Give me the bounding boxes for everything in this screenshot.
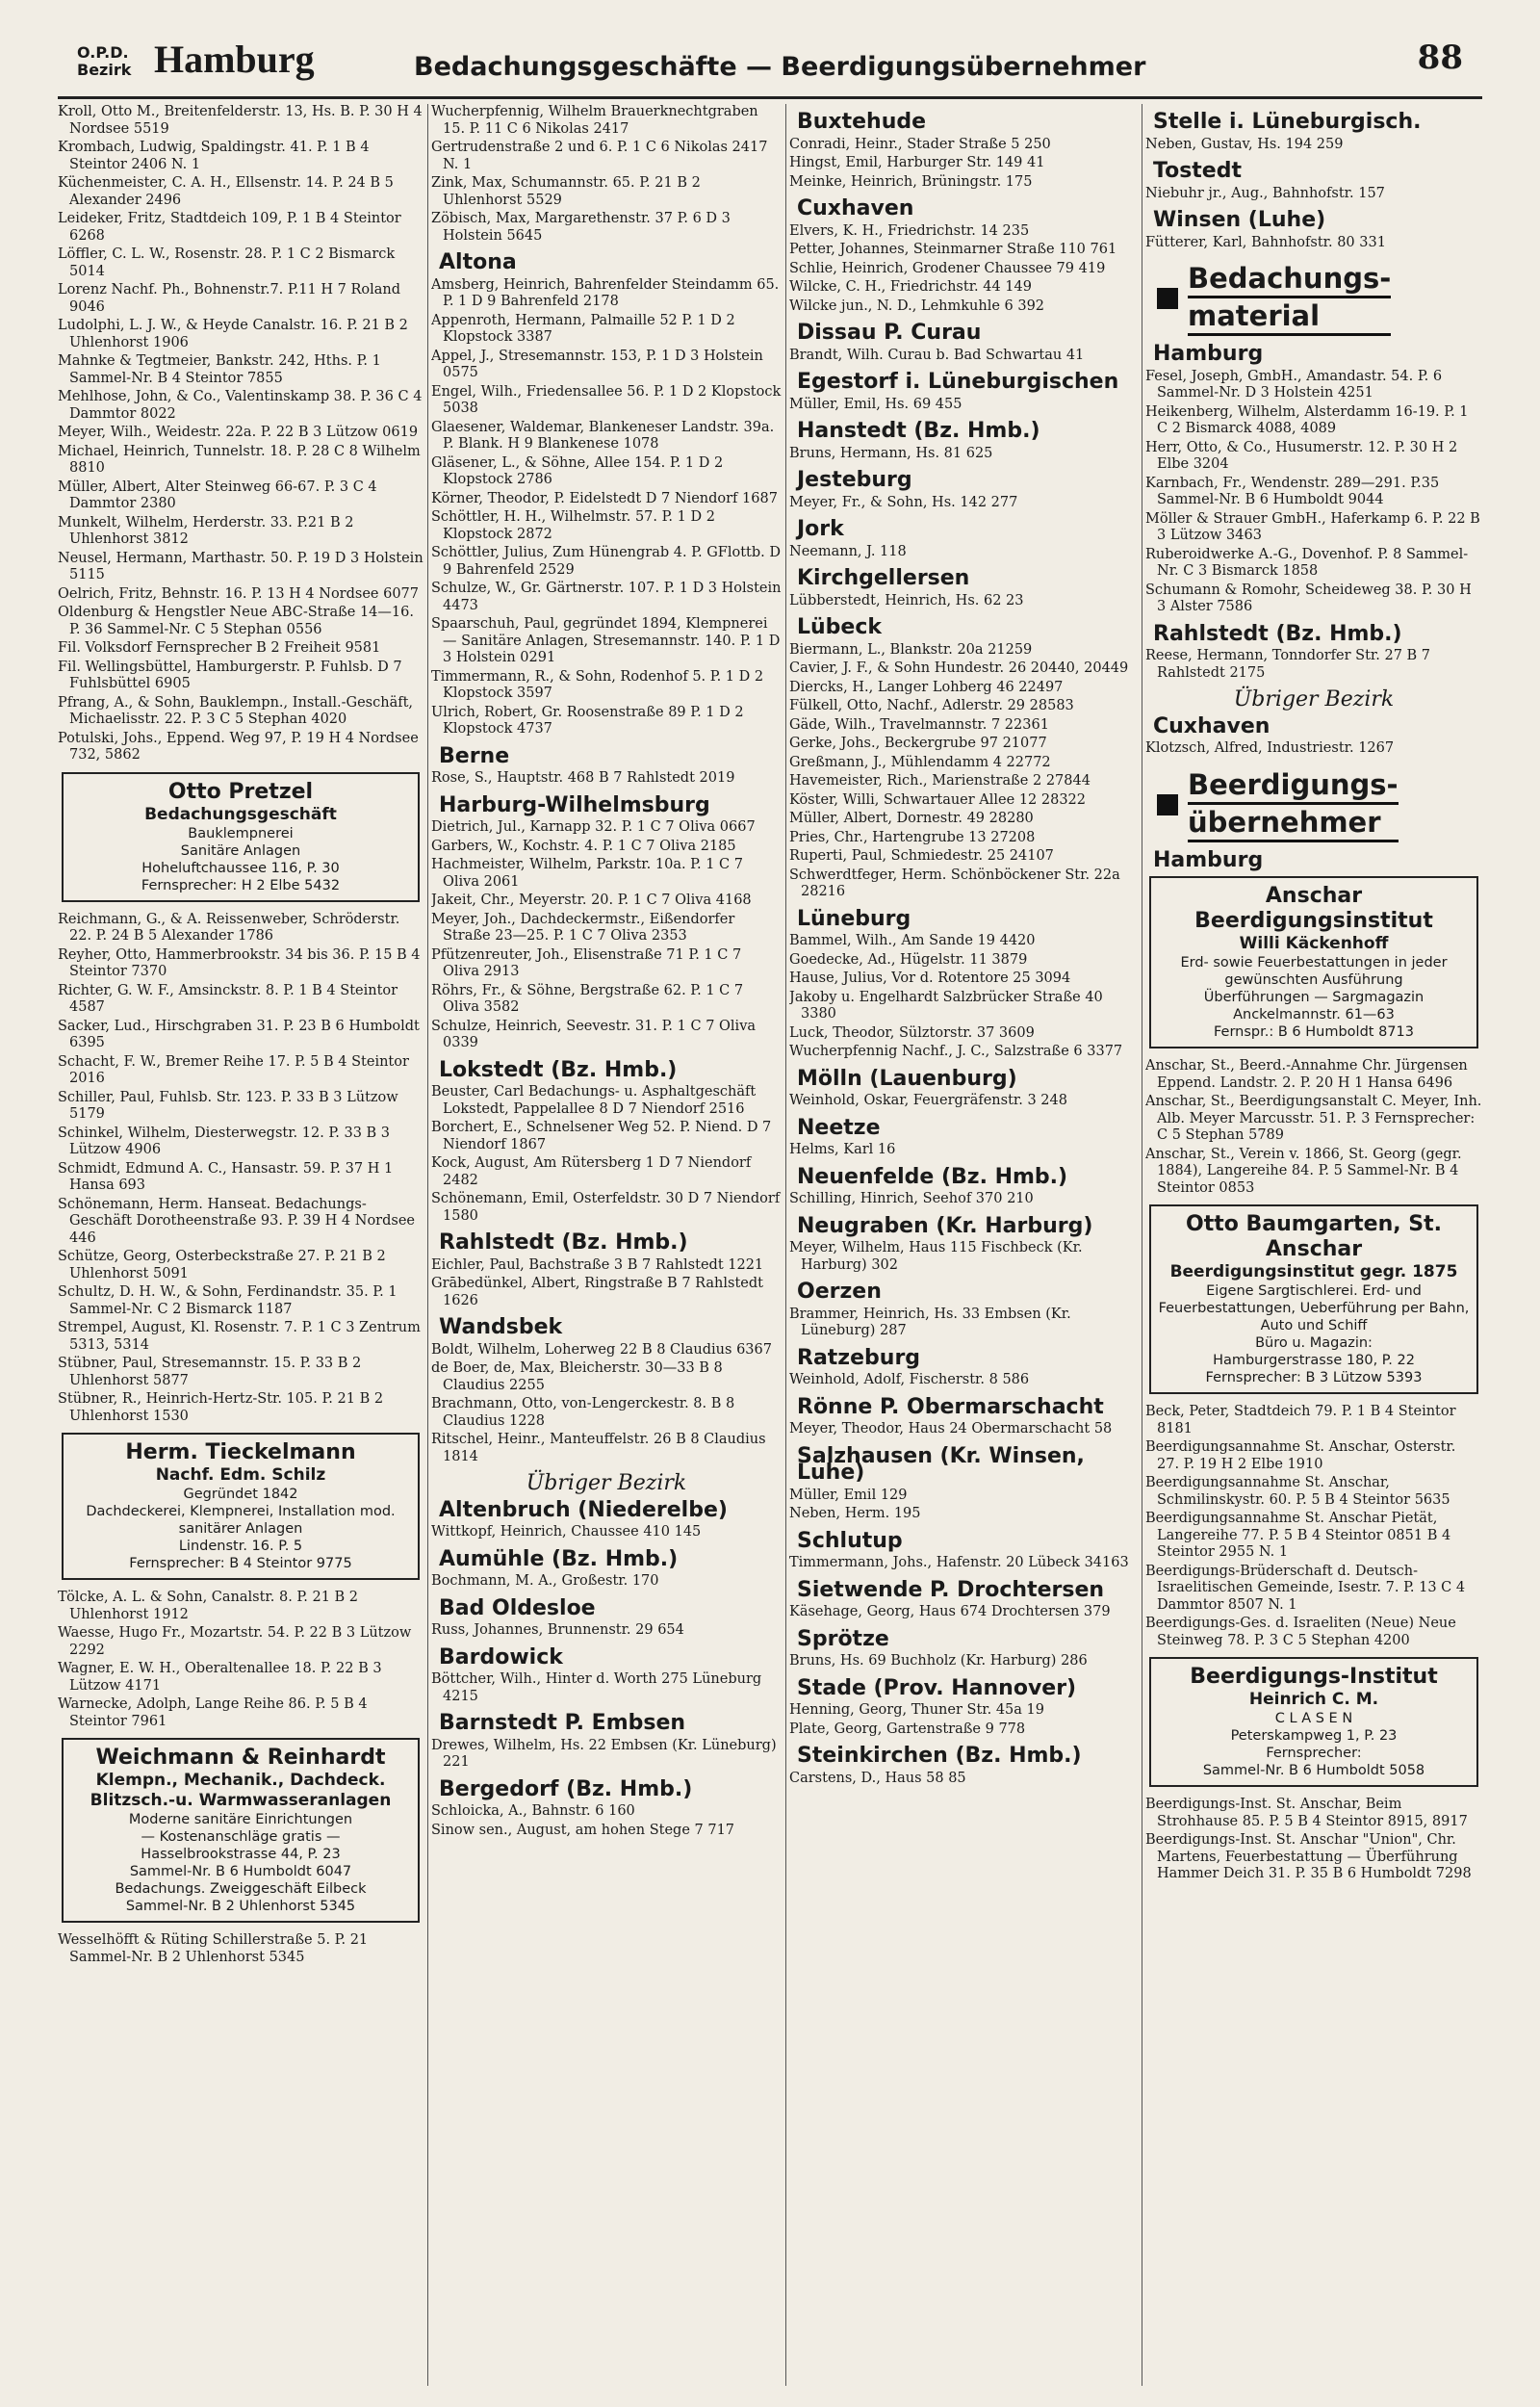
advert-line: — Kostenanschläge gratis — bbox=[141, 1829, 341, 1845]
directory-entry: de Boer, de, Max, Bleicherstr. 30—33 B 8 Claudius 2255 bbox=[431, 1360, 723, 1393]
directory-entry: Beerdigungs-Ges. d. Israeliten (Neue) Neue Steinweg 78. P. 3 C 5 Stephan 4200 bbox=[1145, 1616, 1456, 1648]
directory-entry: Biermann, L., Blankstr. 20a 21259 bbox=[789, 641, 1033, 658]
section-title bbox=[1188, 261, 1391, 336]
advert-line: Weichmann & Reinhardt bbox=[95, 1746, 386, 1770]
directory-entry: Kock, August, Am Rütersberg 1 D 7 Niendorf 2482 bbox=[431, 1155, 752, 1188]
advert-line: Herm. Tieckelmann bbox=[125, 1440, 356, 1464]
directory-entry: Jakoby u. Engelhardt Salzbrücker Straße 40 3380 bbox=[789, 989, 1103, 1022]
directory-entry: Gertrudenstraße 2 und 6. P. 1 C 6 Nikolas 2417 N. 1 bbox=[431, 140, 768, 172]
advert-pretzel bbox=[62, 772, 420, 902]
directory-entry: Ulrich, Robert, Gr. Roosenstraße 89 P. 1 D 2 Klopstock 4737 bbox=[431, 704, 744, 737]
directory-entry: Meyer, Wilh., Weidestr. 22a. P. 22 B 3 Lützow 0619 bbox=[58, 425, 419, 440]
place-heading: Cuxhaven bbox=[1153, 713, 1270, 738]
place-heading: Stade (Prov. Hannover) bbox=[797, 1675, 1077, 1700]
place-heading: Rönne P. Obermarschacht bbox=[797, 1394, 1104, 1419]
directory-entry: Müller, Emil, Hs. 69 455 bbox=[789, 396, 962, 412]
directory-entry: Schönemann, Herm. Hanseat. Bedachungs-Geschäft Dorotheenstraße 93. P. 39 H 4 Nordsee 446 bbox=[58, 1196, 416, 1246]
place-heading: Rahlstedt (Bz. Hmb.) bbox=[1153, 621, 1402, 646]
place-heading: Lübeck bbox=[797, 615, 883, 639]
place-heading: Rahlstedt (Bz. Hmb.) bbox=[439, 1230, 688, 1255]
directory-entry: Wagner, E. W. H., Oberaltenallee 18. P. 22 B 3 Lützow 4171 bbox=[58, 1661, 382, 1694]
section-title-line: Beerdigungs- bbox=[1188, 767, 1399, 805]
advert-line: Bedachungs. Zweiggeschäft Eilbeck bbox=[115, 1881, 367, 1897]
advert-line: Moderne sanitäre Einrichtungen bbox=[128, 1812, 353, 1827]
page-header bbox=[58, 37, 1482, 99]
place-heading: Lokstedt (Bz. Hmb.) bbox=[439, 1057, 678, 1082]
directory-entry: Timmermann, R., & Sohn, Rodenhof 5. P. 1 D 2 Klopstock 3597 bbox=[431, 668, 764, 701]
directory-entry: Havemeister, Rich., Marienstraße 2 27844 bbox=[789, 773, 1091, 789]
place-heading: Buxtehude bbox=[797, 110, 927, 134]
place-heading: Ratzeburg bbox=[797, 1345, 921, 1370]
directory-entry: Küchenmeister, C. A. H., Ellsenstr. 14. P. 24 B 5 Alexander 2496 bbox=[58, 175, 394, 208]
directory-entry: Hachmeister, Wilhelm, Parkstr. 10a. P. 1 C 7 Oliva 2061 bbox=[431, 857, 743, 890]
directory-entry: Weinhold, Oskar, Feuergräfenstr. 3 248 bbox=[789, 1093, 1067, 1108]
entry-list bbox=[431, 104, 782, 1839]
advert-line: Eigene Sargtischlerei. Erd- und Feuerbestattungen, Ueberführung per Bahn, Auto und Schiff bbox=[1158, 1283, 1470, 1333]
directory-entry: Meyer, Wilhelm, Haus 115 Fischbeck (Kr. Harburg) 302 bbox=[789, 1240, 1083, 1273]
place-heading: Aumühle (Bz. Hmb.) bbox=[439, 1546, 679, 1571]
directory-entry: Grābedünkel, Albert, Ringstraße B 7 Rahlstedt 1626 bbox=[431, 1276, 763, 1308]
advert-line: Erd- sowie Feuerbestattungen in jeder gewünschten Ausführung bbox=[1180, 955, 1448, 988]
directory-entry: Müller, Albert, Alter Steinweg 66-67. P. 3 C 4 Dammtor 2380 bbox=[58, 479, 377, 511]
section-marker-icon bbox=[1157, 794, 1178, 815]
directory-entry: Karnbach, Fr., Wendenstr. 289—291. P.35 Sammel-Nr. B 6 Humboldt 9044 bbox=[1145, 475, 1440, 507]
directory-entry: Dietrich, Jul., Karnapp 32. P. 1 C 7 Oliva 0667 bbox=[431, 819, 756, 835]
directory-entry: Bruns, Hs. 69 Buchholz (Kr. Harburg) 286 bbox=[789, 1653, 1088, 1669]
directory-entry: Schöttler, Julius, Zum Hünengrab 4. P. GFlottb. D 9 Bahrenfeld 2529 bbox=[431, 545, 782, 578]
directory-entry: Neben, Herm. 195 bbox=[789, 1506, 921, 1521]
advert-line: Sammel-Nr. B 2 Uhlenhorst 5345 bbox=[125, 1899, 356, 1914]
directory-entry: Helms, Karl 16 bbox=[789, 1142, 896, 1157]
place-heading: Dissau P. Curau bbox=[797, 321, 982, 345]
directory-entry: Plate, Georg, Gartenstraße 9 778 bbox=[789, 1721, 1026, 1737]
directory-entry: Müller, Albert, Dornestr. 49 28280 bbox=[789, 811, 1034, 826]
advert-line: Beerdigungsinstitut gegr. 1875 bbox=[1169, 1262, 1458, 1281]
directory-entry: Käsehage, Georg, Haus 674 Drochtersen 379 bbox=[789, 1604, 1111, 1619]
column-divider bbox=[785, 104, 786, 2386]
directory-entry: Greßmann, J., Mühlendamm 4 22772 bbox=[789, 754, 1051, 770]
section-heading-beerdigungsuebernehmer bbox=[1145, 767, 1482, 842]
place-heading: Oerzen bbox=[797, 1280, 882, 1304]
directory-entry: Schönemann, Emil, Osterfeldstr. 30 D 7 Niendorf 1580 bbox=[431, 1191, 781, 1224]
place-heading: Altona bbox=[439, 250, 517, 274]
directory-entry: Elvers, K. H., Friedrichstr. 14 235 bbox=[789, 222, 1030, 239]
directory-entry: Zöbisch, Max, Margarethenstr. 37 P. 6 D 3 Holstein 5645 bbox=[431, 211, 731, 244]
directory-entry: Neemann, J. 118 bbox=[789, 543, 907, 559]
directory-entry: Oelrich, Fritz, Behnstr. 16. P. 13 H 4 Nordsee 6077 bbox=[58, 585, 420, 602]
place-heading: Wandsbek bbox=[439, 1315, 563, 1339]
advert-line: Sanitäre Anlagen bbox=[180, 842, 301, 859]
directory-entry: Niebuhr jr., Aug., Bahnhofstr. 157 bbox=[1145, 185, 1385, 201]
directory-entry: Appenroth, Hermann, Palmaille 52 P. 1 D 2 Klopstock 3387 bbox=[431, 312, 735, 345]
place-heading: Salzhausen (Kr. Winsen, Luhe) bbox=[797, 1443, 1085, 1485]
directory-entry: Ruperti, Paul, Schmiedestr. 25 24107 bbox=[789, 848, 1054, 864]
directory-entry: Ruberoidwerke A.-G., Dovenhof. P. 8 Sammel-Nr. C 3 Bismarck 1858 bbox=[1145, 546, 1469, 579]
advert-line: Heinrich C. M. bbox=[1248, 1690, 1379, 1709]
directory-entry: Meyer, Theodor, Haus 24 Obermarschacht 58 bbox=[789, 1421, 1113, 1436]
directory-entry: Meyer, Joh., Dachdeckermstr., Eißendorfer Straße 23—25. P. 1 C 7 Oliva 2353 bbox=[431, 911, 735, 944]
directory-entry: Heikenberg, Wilhelm, Alsterdamm 16-19. P. 1 C 2 Bismarck 4088, 4089 bbox=[1145, 403, 1469, 436]
place-heading: Bad Oldesloe bbox=[439, 1595, 596, 1620]
directory-entry: Reese, Hermann, Tonndorfer Str. 27 B 7 Rahlstedt 2175 bbox=[1145, 648, 1431, 681]
place-heading: Jork bbox=[797, 517, 844, 541]
place-heading: Neuenfelde (Bz. Hmb.) bbox=[797, 1164, 1068, 1189]
opd-text: O.P.D. bbox=[77, 43, 129, 62]
directory-entry: Anschar, St., Beerdigungsanstalt C. Meyer, Inh. Alb. Meyer Marcusstr. 51. P. 3 Fernsprecher: C 5 Stephan 5789 bbox=[1145, 1094, 1482, 1143]
directory-entry: Oldenburg & Hengstler Neue ABC-Straße 14—16. P. 36 Sammel-Nr. C 5 Stephan 0556 bbox=[58, 605, 414, 637]
place-heading: Bergedorf (Bz. Hmb.) bbox=[439, 1776, 693, 1801]
place-heading: Tostedt bbox=[1153, 159, 1242, 183]
directory-entry: Schmidt, Edmund A. C., Hansastr. 59. P. 37 H 1 Hansa 693 bbox=[58, 1160, 394, 1193]
advert-line: Nachf. Edm. Schilz bbox=[155, 1465, 326, 1485]
advert-line: Anschar Beerdigungsinstitut bbox=[1194, 884, 1433, 933]
entry-list bbox=[1145, 847, 1482, 872]
directory-entry: Beerdigungsannahme St. Anschar Pietät, Langereihe 77. P. 5 B 4 Steintor 0851 B 4 Steintor 2955 N. 1 bbox=[1145, 1511, 1451, 1560]
directory-entry: Röhrs, Fr., & Söhne, Bergstraße 62. P. 1 C 7 Oliva 3582 bbox=[431, 982, 744, 1015]
directory-entry: Beerdigungsannahme St. Anschar, Osterstr. 27. P. 19 H 2 Elbe 1910 bbox=[1145, 1439, 1456, 1472]
directory-entry: Richter, G. W. F., Amsinckstr. 8. P. 1 B 4 Steintor 4587 bbox=[58, 982, 398, 1015]
directory-entry: Lorenz Nachf. Ph., Bohnenstr.7. P.11 H 7 Roland 9046 bbox=[58, 282, 401, 315]
place-heading: Egestorf i. Lüneburgischen bbox=[797, 370, 1119, 394]
place-heading: Sietwende P. Drochtersen bbox=[797, 1577, 1105, 1602]
advert-line: Dachdeckerei, Klempnerei, Installation mod. sanitärer Anlagen bbox=[86, 1504, 396, 1537]
page-number: 88 bbox=[1417, 39, 1463, 77]
directory-entry: Gäde, Wilh., Travelmannstr. 7 22361 bbox=[789, 716, 1049, 733]
advert-clasen bbox=[1149, 1657, 1478, 1787]
place-heading: Winsen (Luhe) bbox=[1153, 208, 1326, 232]
advert-line: Sammel-Nr. B 6 Humboldt 6047 bbox=[129, 1864, 352, 1879]
directory-entry: Bochmann, M. A., Großestr. 170 bbox=[431, 1573, 659, 1589]
directory-entry: Diercks, H., Langer Lohberg 46 22497 bbox=[789, 679, 1064, 695]
section-title bbox=[1188, 767, 1399, 842]
directory-entry: Goedecke, Ad., Hügelstr. 11 3879 bbox=[789, 951, 1028, 968]
directory-entry: Beerdigungs-Inst. St. Anschar "Union", Chr. Martens, Feuerbestattung — Überführung Hammer Deich 31. P. 35 B 6 Humboldt 7298 bbox=[1145, 1832, 1472, 1881]
advert-baumgarten bbox=[1149, 1204, 1478, 1394]
directory-entry: Engel, Wilh., Friedensallee 56. P. 1 D 2 Klopstock 5038 bbox=[431, 383, 782, 416]
directory-entry: Schiller, Paul, Fuhlsb. Str. 123. P. 33 B 3 Lützow 5179 bbox=[58, 1089, 398, 1122]
place-heading: Neugraben (Kr. Harburg) bbox=[797, 1213, 1093, 1238]
directory-entry: Bammel, Wilh., Am Sande 19 4420 bbox=[789, 933, 1036, 948]
directory-entry: Beerdigungs-Inst. St. Anschar, Beim Strohhause 85. P. 5 B 4 Steintor 8915, 8917 bbox=[1145, 1797, 1468, 1829]
place-heading: Kirchgellersen bbox=[797, 566, 970, 590]
place-heading: Sprötze bbox=[797, 1626, 889, 1651]
directory-entry: Wilcke jun., N. D., Lehmkuhle 6 392 bbox=[789, 298, 1045, 314]
opd-label bbox=[77, 44, 131, 79]
column-1 bbox=[58, 104, 424, 2386]
directory-entry: Anschar, St., Verein v. 1866, St. Georg (gegr. 1884), Langereihe 84. P. 5 Sammel-Nr. B 4 Steintor 0853 bbox=[1145, 1146, 1462, 1196]
directory-entry: Mahnke & Tegtmeier, Bankstr. 242, Hths. P. 1 Sammel-Nr. B 4 Steintor 7855 bbox=[58, 353, 381, 386]
directory-entry: Glaesener, Waldemar, Blankeneser Landstr. 39a. P. Blank. H 9 Blankenese 1078 bbox=[431, 419, 775, 452]
directory-entry: Hingst, Emil, Harburger Str. 149 41 bbox=[789, 155, 1045, 170]
place-heading: Barnstedt P. Embsen bbox=[439, 1711, 686, 1735]
section-title-line: Bedachungs- bbox=[1188, 261, 1391, 298]
entry-list bbox=[58, 1590, 424, 1730]
page-title: Bedachungsgeschäfte — Beerdigungsübernehmer bbox=[414, 52, 1146, 82]
directory-entry: Petter, Johannes, Steinmarner Straße 110 761 bbox=[789, 242, 1117, 257]
place-heading: Hamburg bbox=[1153, 847, 1264, 872]
advert-line: Gegründet 1842 bbox=[183, 1487, 298, 1502]
directory-entry: Michael, Heinrich, Tunnelstr. 18. P. 28 C 8 Wilhelm 8810 bbox=[58, 443, 421, 476]
directory-entry: Brandt, Wilh. Curau b. Bad Schwartau 41 bbox=[789, 347, 1085, 363]
place-heading: Lüneburg bbox=[797, 906, 911, 931]
directory-entry: Brammer, Heinrich, Hs. 33 Embsen (Kr. Lüneburg) 287 bbox=[789, 1306, 1071, 1338]
advert-weichmann bbox=[62, 1738, 420, 1923]
directory-entry: Jakeit, Chr., Meyerstr. 20. P. 1 C 7 Oliva 4168 bbox=[431, 893, 752, 908]
directory-entry: Fil. Wellingsbüttel, Hamburgerstr. P. Fuhlsb. D 7 Fuhlsbüttel 6905 bbox=[58, 659, 402, 691]
column-4 bbox=[1145, 104, 1482, 2386]
directory-entry: Waesse, Hugo Fr., Mozartstr. 54. P. 22 B 3 Lützow 2292 bbox=[58, 1625, 412, 1658]
directory-entry: Schinkel, Wilhelm, Diesterwegstr. 12. P. 33 B 3 Lützow 4906 bbox=[58, 1125, 391, 1157]
place-heading: Neetze bbox=[797, 1115, 881, 1140]
directory-entry: Munkelt, Wilhelm, Herderstr. 33. P.21 B 2 Uhlenhorst 3812 bbox=[58, 514, 354, 547]
place-heading: Hanstedt (Bz. Hmb.) bbox=[797, 419, 1040, 443]
directory-entry: Müller, Emil 129 bbox=[789, 1487, 908, 1503]
advert-line: Überführungen — Sargmagazin bbox=[1203, 990, 1424, 1005]
directory-entry: Ludolphi, L. J. W., & Heyde Canalstr. 16. P. 21 B 2 Uhlenhorst 1906 bbox=[58, 318, 408, 350]
directory-entry: Schilling, Hinrich, Seehof 370 210 bbox=[789, 1191, 1034, 1206]
directory-entry: Schumann & Romohr, Scheideweg 38. P. 30 H 3 Alster 7586 bbox=[1145, 582, 1472, 614]
directory-entry: Schlie, Heinrich, Grodener Chaussee 79 419 bbox=[789, 260, 1106, 276]
advert-tieckelmann bbox=[62, 1433, 420, 1580]
directory-entry: Stübner, R., Heinrich-Hertz-Str. 105. P. 21 B 2 Uhlenhorst 1530 bbox=[58, 1391, 384, 1424]
place-heading: Jesteburg bbox=[797, 468, 912, 492]
directory-entry: Rose, S., Hauptstr. 468 B 7 Rahlstedt 2019 bbox=[431, 770, 735, 786]
advert-line: Bedachungsgeschäft bbox=[144, 804, 337, 824]
directory-entry: Meinke, Heinrich, Brüningstr. 175 bbox=[789, 173, 1033, 190]
directory-entry: Fütterer, Karl, Bahnhofstr. 80 331 bbox=[1145, 234, 1386, 250]
entry-list bbox=[1145, 342, 1482, 758]
column-3 bbox=[789, 104, 1138, 2386]
entry-list bbox=[1145, 110, 1482, 251]
place-heading: Bardowick bbox=[439, 1644, 563, 1669]
directory-entry: Herr, Otto, & Co., Husumerstr. 12. P. 30 H 2 Elbe 3204 bbox=[1145, 439, 1458, 472]
column-divider bbox=[427, 104, 428, 2386]
advert-line: Fernsprecher: H 2 Elbe 5432 bbox=[141, 877, 341, 893]
directory-entry: Wesselhöfft & Rüting Schillerstraße 5. P. 21 Sammel-Nr. B 2 Uhlenhorst 5345 bbox=[58, 1932, 369, 1965]
directory-entry: Anschar, St., Beerd.-Annahme Chr. Jürgensen Eppend. Landstr. 2. P. 20 H 1 Hansa 6496 bbox=[1145, 1058, 1468, 1091]
advert-line: Fernsprecher: B 3 Lützow 5393 bbox=[1205, 1370, 1423, 1385]
advert-line: Fernspr.: B 6 Humboldt 8713 bbox=[1214, 1024, 1414, 1040]
directory-entry: Wucherpfennig, Wilhelm Brauerknechtgraben 15. P. 11 C 6 Nikolas 2417 bbox=[431, 104, 758, 137]
directory-entry: Drewes, Wilhelm, Hs. 22 Embsen (Kr. Lüneburg) 221 bbox=[431, 1737, 777, 1770]
directory-entry: Weinhold, Adolf, Fischerstr. 8 586 bbox=[789, 1372, 1030, 1387]
directory-entry: Schütze, Georg, Osterbeckstraße 27. P. 21 B 2 Uhlenhorst 5091 bbox=[58, 1249, 386, 1281]
directory-entry: Sinow sen., August, am hohen Stege 7 717 bbox=[431, 1822, 735, 1838]
directory-entry: Ritschel, Heinr., Manteuffelstr. 26 B 8 Claudius 1814 bbox=[431, 1432, 766, 1464]
directory-entry: Meyer, Fr., & Sohn, Hs. 142 277 bbox=[789, 494, 1018, 510]
region-heading: Übriger Bezirk bbox=[1233, 687, 1395, 712]
directory-entry: Pfrang, A., & Sohn, Bauklempn., Install.-Geschäft, Michaelisstr. 22. P. 3 C 5 Stephan 4020 bbox=[58, 694, 414, 727]
directory-entry: Pries, Chr., Hartengrube 13 27208 bbox=[789, 829, 1036, 845]
advert-line: Sammel-Nr. B 6 Humboldt 5058 bbox=[1202, 1763, 1425, 1778]
place-heading: Schlutup bbox=[797, 1528, 903, 1553]
advert-line: Hasselbrookstrasse 44, P. 23 bbox=[141, 1847, 341, 1862]
directory-entry: Fesel, Joseph, GmbH., Amandastr. 54. P. 6 Sammel-Nr. D 3 Holstein 4251 bbox=[1145, 368, 1443, 401]
place-heading: Mölln (Lauenburg) bbox=[797, 1066, 1017, 1091]
directory-entry: Wittkopf, Heinrich, Chaussee 410 145 bbox=[431, 1524, 702, 1540]
place-heading: Altenbruch (Niederelbe) bbox=[439, 1497, 728, 1522]
advert-line: Fernsprecher: bbox=[1266, 1746, 1362, 1761]
directory-entry: Wilcke, C. H., Friedrichstr. 44 149 bbox=[789, 279, 1032, 295]
directory-entry: Kroll, Otto M., Breitenfelderstr. 13, Hs. B. P. 30 H 4 Nordsee 5519 bbox=[58, 104, 423, 137]
directory-entry: Fülkell, Otto, Nachf., Adlerstr. 29 28583 bbox=[789, 698, 1074, 713]
directory-entry: Beerdigungs-Brüderschaft d. Deutsch-Israelitischen Gemeinde, Isestr. 7. P. 13 C 4 Dammtor 8507 N. 1 bbox=[1145, 1563, 1466, 1613]
section-marker-icon bbox=[1157, 288, 1178, 309]
directory-entry: Beuster, Carl Bedachungs- u. Asphaltgeschäft Lokstedt, Pappelallee 8 D 7 Niendorf 2516 bbox=[431, 1084, 757, 1117]
entry-list bbox=[58, 912, 424, 1426]
entry-list bbox=[1145, 1058, 1482, 1197]
section-heading-bedachungsmaterial bbox=[1145, 261, 1482, 336]
advert-line: Hoheluftchaussee 116, P. 30 bbox=[141, 860, 340, 876]
place-heading: Hamburg bbox=[1153, 342, 1264, 366]
directory-entry: Henning, Georg, Thuner Str. 45a 19 bbox=[789, 1702, 1044, 1718]
directory-entry: Löffler, C. L. W., Rosenstr. 28. P. 1 C 2 Bismarck 5014 bbox=[58, 246, 396, 279]
section-title-line: übernehmer bbox=[1188, 805, 1399, 842]
directory-entry: Schultz, D. H. W., & Sohn, Ferdinandstr. 35. P. 1 Sammel-Nr. C 2 Bismarck 1187 bbox=[58, 1284, 398, 1317]
directory-entry: Amsberg, Heinrich, Bahrenfelder Steindamm 65. P. 1 D 9 Bahrenfeld 2178 bbox=[431, 276, 780, 309]
directory-entry: Appel, J., Stresemannstr. 153, P. 1 D 3 Holstein 0575 bbox=[431, 348, 763, 380]
advert-line: Anckelmannstr. 61—63 bbox=[1233, 1007, 1395, 1022]
advert-line: Lindenstr. 16. P. 5 bbox=[178, 1539, 303, 1554]
directory-entry: Schulze, Heinrich, Seevestr. 31. P. 1 C 7 Oliva 0339 bbox=[431, 1018, 757, 1050]
place-heading: Harburg-Wilhelmsburg bbox=[439, 792, 710, 817]
directory-entry: Carstens, D., Haus 58 85 bbox=[789, 1770, 966, 1786]
directory-entry: Luck, Theodor, Sülztorstr. 37 3609 bbox=[789, 1024, 1035, 1041]
section-title-line: material bbox=[1188, 298, 1391, 336]
city-name: Hamburg bbox=[154, 38, 315, 81]
advert-line: Beerdigungs-Institut bbox=[1190, 1665, 1438, 1689]
directory-entry: Beck, Peter, Stadtdeich 79. P. 1 B 4 Steintor 8181 bbox=[1145, 1404, 1456, 1436]
directory-entry: Borchert, E., Schnelsener Weg 52. P. Niend. D 7 Niendorf 1867 bbox=[431, 1120, 772, 1152]
directory-entry: Schloicka, A., Bahnstr. 6 160 bbox=[431, 1803, 635, 1819]
region-heading: Übriger Bezirk bbox=[526, 1471, 687, 1495]
place-heading: Steinkirchen (Bz. Hmb.) bbox=[797, 1744, 1082, 1768]
directory-entry: Warnecke, Adolph, Lange Reihe 86. P. 5 B 4 Steintor 7961 bbox=[58, 1696, 368, 1729]
advert-line: Willi Käckenhoff bbox=[1239, 934, 1389, 953]
directory-entry: Fil. Volksdorf Fernsprecher B 2 Freiheit 9581 bbox=[58, 640, 381, 656]
entry-list bbox=[789, 110, 1138, 1787]
directory-entry: Gläsener, L., & Söhne, Allee 154. P. 1 D 2 Klopstock 2786 bbox=[431, 454, 724, 487]
entry-list bbox=[1145, 1797, 1482, 1883]
directory-entry: Krombach, Ludwig, Spaldingstr. 41. P. 1 B 4 Steintor 2406 N. 1 bbox=[58, 140, 370, 172]
directory-entry: Neusel, Hermann, Marthastr. 50. P. 19 D 3 Holstein 5115 bbox=[58, 550, 424, 582]
advert-line: Hamburgerstrasse 180, P. 22 bbox=[1213, 1353, 1415, 1368]
directory-entry: Reyher, Otto, Hammerbrookstr. 34 bis 36. P. 15 B 4 Steintor 7370 bbox=[58, 946, 421, 979]
directory-entry: Garbers, W., Kochstr. 4. P. 1 C 7 Oliva 2185 bbox=[431, 838, 736, 854]
advert-line: Peterskampweg 1, P. 23 bbox=[1230, 1728, 1398, 1744]
directory-entry: Timmermann, Johs., Hafenstr. 20 Lübeck 34163 bbox=[789, 1555, 1129, 1570]
directory-entry: Lübberstedt, Heinrich, Hs. 62 23 bbox=[789, 592, 1024, 608]
directory-entry: Köster, Willi, Schwartauer Allee 12 28322 bbox=[789, 791, 1087, 808]
directory-entry: Neben, Gustav, Hs. 194 259 bbox=[1145, 136, 1344, 152]
directory-entry: Schwerdtfeger, Herm. Schönböckener Str. 22a 28216 bbox=[789, 867, 1120, 899]
directory-entry: Potulski, Johs., Eppend. Weg 97, P. 19 H 4 Nordsee 732, 5862 bbox=[58, 730, 419, 763]
column-2 bbox=[431, 104, 782, 2386]
directory-entry: Stübner, Paul, Stresemannstr. 15. P. 33 B 2 Uhlenhorst 5877 bbox=[58, 1356, 362, 1388]
directory-entry: Schacht, F. W., Bremer Reihe 17. P. 5 B 4 Steintor 2016 bbox=[58, 1053, 409, 1086]
directory-entry: Schulze, W., Gr. Gärtnerstr. 107. P. 1 D 3 Holstein 4473 bbox=[431, 581, 782, 613]
place-heading: Cuxhaven bbox=[797, 196, 914, 220]
directory-entry: Wucherpfennig Nachf., J. C., Salzstraße 6 3377 bbox=[789, 1044, 1123, 1059]
directory-entry: Hause, Julius, Vor d. Rotentore 25 3094 bbox=[789, 971, 1071, 986]
directory-entry: Bruns, Hermann, Hs. 81 625 bbox=[789, 445, 993, 461]
entry-list bbox=[1145, 1404, 1482, 1649]
directory-entry: Klotzsch, Alfred, Industriestr. 1267 bbox=[1145, 740, 1395, 756]
place-heading: Stelle i. Lüneburgisch. bbox=[1153, 110, 1422, 134]
advert-line: Otto Baumgarten, St. Anschar bbox=[1186, 1212, 1442, 1261]
directory-entry: Tölcke, A. L. & Sohn, Canalstr. 8. P. 21 B 2 Uhlenhorst 1912 bbox=[58, 1590, 359, 1622]
directory-entry: Cavier, J. F., & Sohn Hundestr. 26 20440, 20449 bbox=[789, 660, 1129, 676]
directory-entry: Zink, Max, Schumannstr. 65. P. 21 B 2 Uhlenhorst 5529 bbox=[431, 175, 701, 208]
advert-anschar bbox=[1149, 876, 1478, 1048]
advert-line: Büro u. Magazin: bbox=[1255, 1335, 1373, 1351]
directory-entry: Brachmann, Otto, von-Lengerckestr. 8. B 8 Claudius 1228 bbox=[431, 1396, 735, 1429]
directory-entry: Mehlhose, John, & Co., Valentinskamp 38. P. 36 C 4 Dammtor 8022 bbox=[58, 389, 423, 422]
directory-entry: Böttcher, Wilh., Hinter d. Worth 275 Lüneburg 4215 bbox=[431, 1671, 762, 1704]
directory-entry: Leideker, Fritz, Stadtdeich 109, P. 1 B 4 Steintor 6268 bbox=[58, 211, 401, 244]
advert-line: Klempn., Mechanik., Dachdeck. Blitzsch.-u. Warmwasseranlagen bbox=[90, 1771, 392, 1810]
advert-line: Bauklempnerei bbox=[188, 825, 294, 841]
entry-list bbox=[58, 104, 424, 764]
bezirk-text: Bezirk bbox=[77, 61, 132, 79]
directory-entry: Gerke, Johs., Beckergrube 97 21077 bbox=[789, 736, 1047, 751]
directory-entry: Spaarschuh, Paul, gegründet 1894, Klempnerei — Sanitäre Anlagen, Stresemannstr. 140. P. 1 D 3 Holstein 0291 bbox=[431, 616, 781, 665]
directory-entry: Conradi, Heinr., Stader Straße 5 250 bbox=[789, 136, 1051, 152]
place-heading: Berne bbox=[439, 743, 510, 768]
directory-entry: Beerdigungsannahme St. Anschar, Schmilinskystr. 60. P. 5 B 4 Steintor 5635 bbox=[1145, 1475, 1450, 1508]
directory-entry: Strempel, August, Kl. Rosenstr. 7. P. 1 C 3 Zentrum 5313, 5314 bbox=[58, 1320, 421, 1353]
directory-entry: Pfützenreuter, Joh., Elisenstraße 71 P. 1 C 7 Oliva 2913 bbox=[431, 946, 742, 979]
directory-entry: Körner, Theodor, P. Eidelstedt D 7 Niendorf 1687 bbox=[431, 490, 778, 506]
directory-entry: Reichmann, G., & A. Reissenweber, Schröderstr. 22. P. 24 B 5 Alexander 1786 bbox=[58, 911, 400, 944]
entry-list bbox=[58, 1932, 424, 1966]
advert-line: C L A S E N bbox=[1274, 1711, 1353, 1726]
directory-entry: Möller & Strauer GmbH., Haferkamp 6. P. 22 B 3 Lützow 3463 bbox=[1145, 510, 1480, 543]
advert-line: Fernsprecher: B 4 Steintor 9775 bbox=[129, 1556, 352, 1571]
advert-line: Otto Pretzel bbox=[167, 779, 314, 804]
directory-entry: Russ, Johannes, Brunnenstr. 29 654 bbox=[431, 1622, 684, 1638]
directory-entry: Boldt, Wilhelm, Loherweg 22 B 8 Claudius 6367 bbox=[431, 1341, 772, 1358]
directory-entry: Eichler, Paul, Bachstraße 3 B 7 Rahlstedt 1221 bbox=[431, 1256, 764, 1273]
directory-entry: Schöttler, H. H., Wilhelmstr. 57. P. 1 D 2 Klopstock 2872 bbox=[431, 509, 715, 542]
directory-entry: Sacker, Lud., Hirschgraben 31. P. 23 B 6 Humboldt 6395 bbox=[58, 1018, 420, 1050]
